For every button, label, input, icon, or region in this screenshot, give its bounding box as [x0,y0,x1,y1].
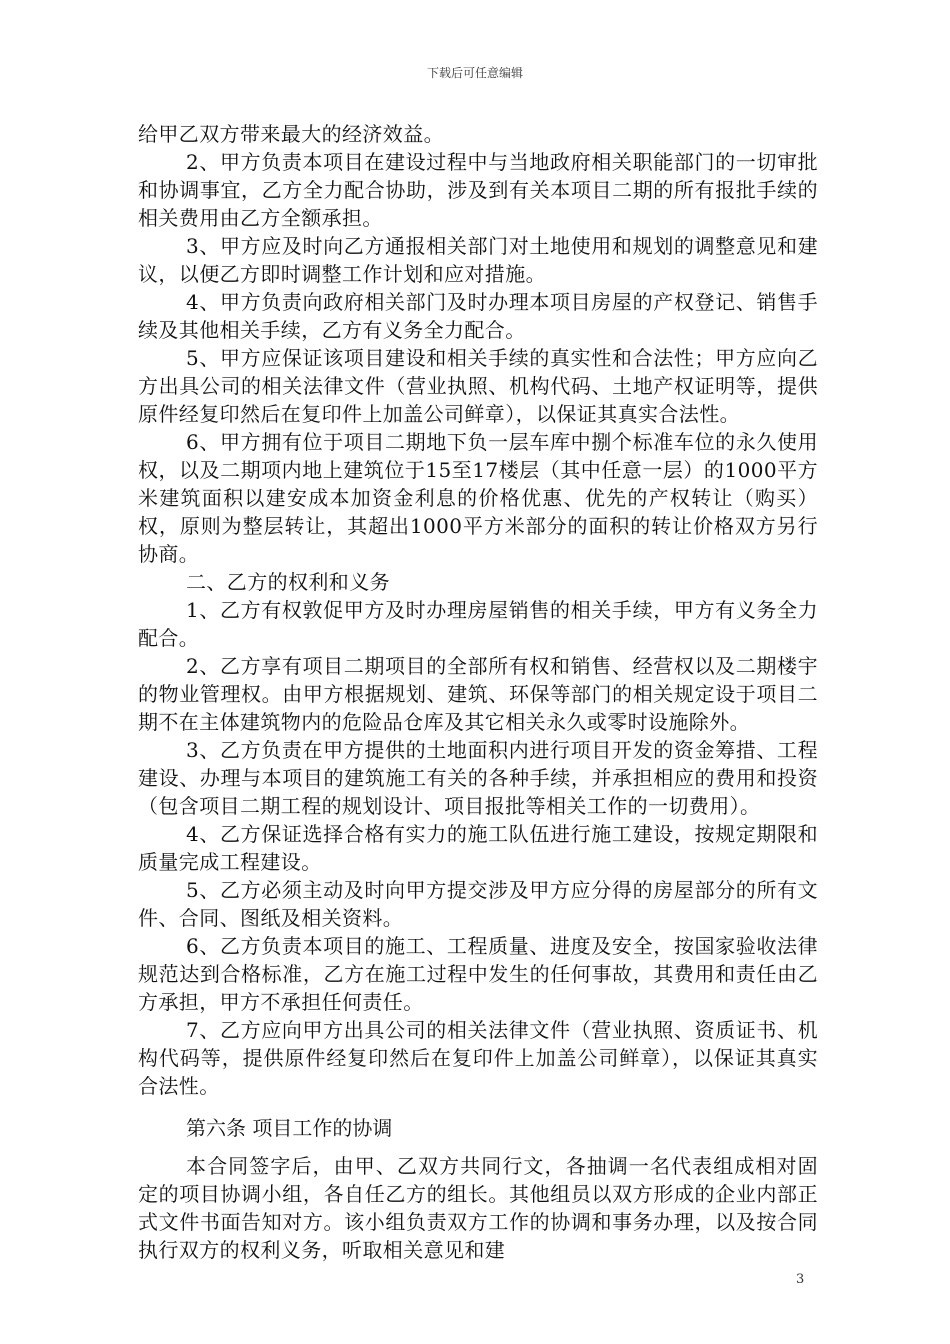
article-heading: 第六条 项目工作的协调 [186,1116,393,1140]
article-paragraph: 本合同签字后，由甲、乙双方共同行文，各抽调一名代表组成相对固定的项目协调小组，各自任乙方的组长。其他组员以双方形成的企业内部正式文件书面告知对方。该小组负责双方工作的协调和事务办理，以及按合同执行双方的权利义务，听取相关意见和建 [138,1154,818,1262]
clause-paragraph: 3、甲方应及时向乙方通报相关部门对土地使用和规划的调整意见和建议，以便乙方即时调整工作计划和应对措施。 [138,234,818,286]
section-subtitle: 二、乙方的权利和义务 [186,570,390,594]
clause-paragraph: 6、甲方拥有位于项目二期地下负一层车库中捌个标准车位的永久使用权，以及二期项内地上建筑位于15至17楼层（其中任意一层）的1000平方米建筑面积以建安成本加资金利息的价格优惠、优先的产权转让（购买）权，原则为整层转让，其超出1000平方米部分的面积的转让价格双方另行协商。 [138,430,818,566]
clause-paragraph: 7、乙方应向甲方出具公司的相关法律文件（营业执照、资质证书、机构代码等，提供原件经复印然后在复印件上加盖公司鲜章），以保证其真实合法性。 [138,1018,818,1098]
clause-paragraph: 2、乙方享有项目二期项目的全部所有权和销售、经营权以及二期楼宇的物业管理权。由甲方根据规划、建筑、环保等部门的相关规定设于项目二期不在主体建筑物内的危险品仓库及其它相关永久或零时设施除外。 [138,654,818,734]
clause-paragraph: 4、乙方保证选择合格有实力的施工队伍进行施工建设，按规定期限和质量完成工程建设。 [138,822,818,874]
document-body [138,120,818,1264]
clause-paragraph: 1、乙方有权敦促甲方及时办理房屋销售的相关手续，甲方有义务全力配合。 [138,598,818,650]
clause-paragraph: 6、乙方负责本项目的施工、工程质量、进度及安全，按国家验收法律规范达到合格标准，乙方在施工过程中发生的任何事故，其费用和责任由乙方承担，甲方不承担任何责任。 [138,934,818,1014]
clause-paragraph: 4、甲方负责向政府相关部门及时办理本项目房屋的产权登记、销售手续及其他相关手续，乙方有义务全力配合。 [138,290,818,342]
clause-paragraph: 5、乙方必须主动及时向甲方提交涉及甲方应分得的房屋部分的所有文件、合同、图纸及相关资料。 [138,878,818,930]
paragraph-continuation: 给甲乙双方带来最大的经济效益。 [138,122,444,146]
clause-paragraph: 2、甲方负责本项目在建设过程中与当地政府相关职能部门的一切审批和协调事宜，乙方全力配合协助，涉及到有关本项目二期的所有报批手续的相关费用由乙方全额承担。 [138,150,818,230]
page-header: 下载后可任意编辑 [426,66,523,80]
clause-paragraph: 3、乙方负责在甲方提供的土地面积内进行项目开发的资金筹措、工程建设、办理与本项目的建筑施工有关的各种手续，并承担相应的费用和投资（包含项目二期工程的规划设计、项目报批等相关工作的一切费用）。 [138,738,818,818]
clause-paragraph: 5、甲方应保证该项目建设和相关手续的真实性和合法性；甲方应向乙方出具公司的相关法律文件（营业执照、机构代码、土地产权证明等，提供原件经复印然后在复印件上加盖公司鲜章），以保证其真实合法性。 [138,346,818,426]
page-number: 3 [796,1272,805,1287]
